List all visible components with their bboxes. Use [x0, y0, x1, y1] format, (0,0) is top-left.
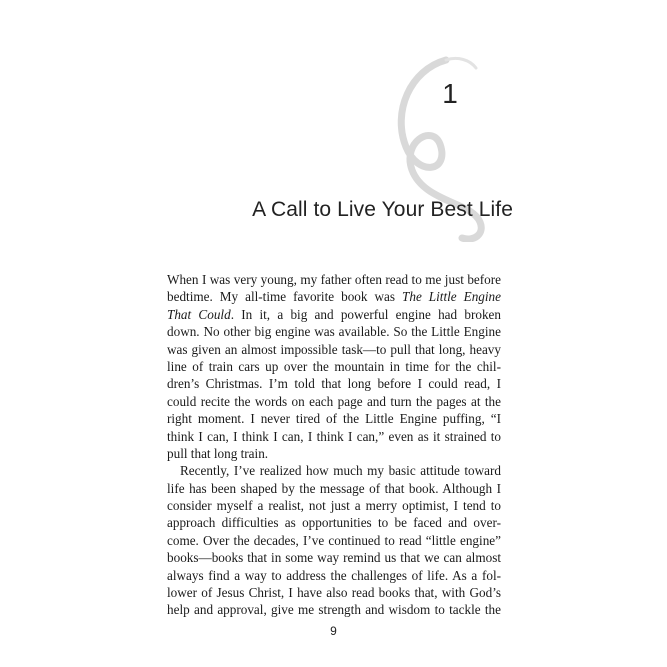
text-line: pull that long train. — [167, 445, 269, 461]
text-line: right moment. I never tired of the Little Engine puffing, “I — [167, 411, 501, 427]
text-line: life has been shaped by the message of that book. Although I — [167, 480, 501, 496]
book-title: That Could — [167, 306, 231, 322]
text-line: Recently, I’ve realized how much my basic attitude toward — [180, 463, 501, 479]
text-line: books—books that in some way remind us that we can almost — [167, 550, 501, 566]
text-line: come. Over the decades, I’ve continued to read “little engine” — [167, 532, 501, 548]
paragraph-2 — [167, 462, 501, 619]
book-title: The Little Engine — [402, 289, 501, 305]
text-line: approach difficulties as opportunities to be faced and over- — [167, 515, 501, 531]
text-line: lower of Jesus Christ, I have also read books that, with God’s — [167, 585, 501, 601]
page-number: 9 — [330, 624, 337, 638]
text-line: consider myself a realist, not just a merry optimist, I tend to — [167, 498, 501, 514]
text-line: down. No other big engine was available. So the Little Engine — [167, 324, 501, 340]
text-line: always find a way to address the challenges of life. As a fol- — [167, 567, 501, 583]
text-line: dren’s Christmas. I’m told that long before I could read, I — [167, 376, 501, 392]
text-line: That Could. In it, a big and powerful engine had broken — [167, 306, 501, 322]
text-line: line of train cars up over the mountain in time for the chil- — [167, 358, 501, 374]
body-text — [167, 271, 501, 619]
text-line: When I was very young, my father often read to me just before — [167, 272, 501, 287]
text-line: bedtime. My all-time favorite book was The Little Engine — [167, 289, 501, 305]
text-line: could recite the words on each page and turn the pages at the — [167, 393, 501, 409]
paragraph-1 — [167, 271, 501, 462]
chapter-title: A Call to Live Your Best Life — [252, 198, 513, 221]
chapter-number: 1 — [442, 78, 458, 109]
text-line: was given an almost impossible task—to pull that long, heavy — [167, 341, 501, 357]
text-line: think I can, I think I can, I think I can,” even as it strained to — [167, 428, 501, 444]
text-line: help and approval, give me strength and wisdom to tackle the — [167, 602, 501, 618]
